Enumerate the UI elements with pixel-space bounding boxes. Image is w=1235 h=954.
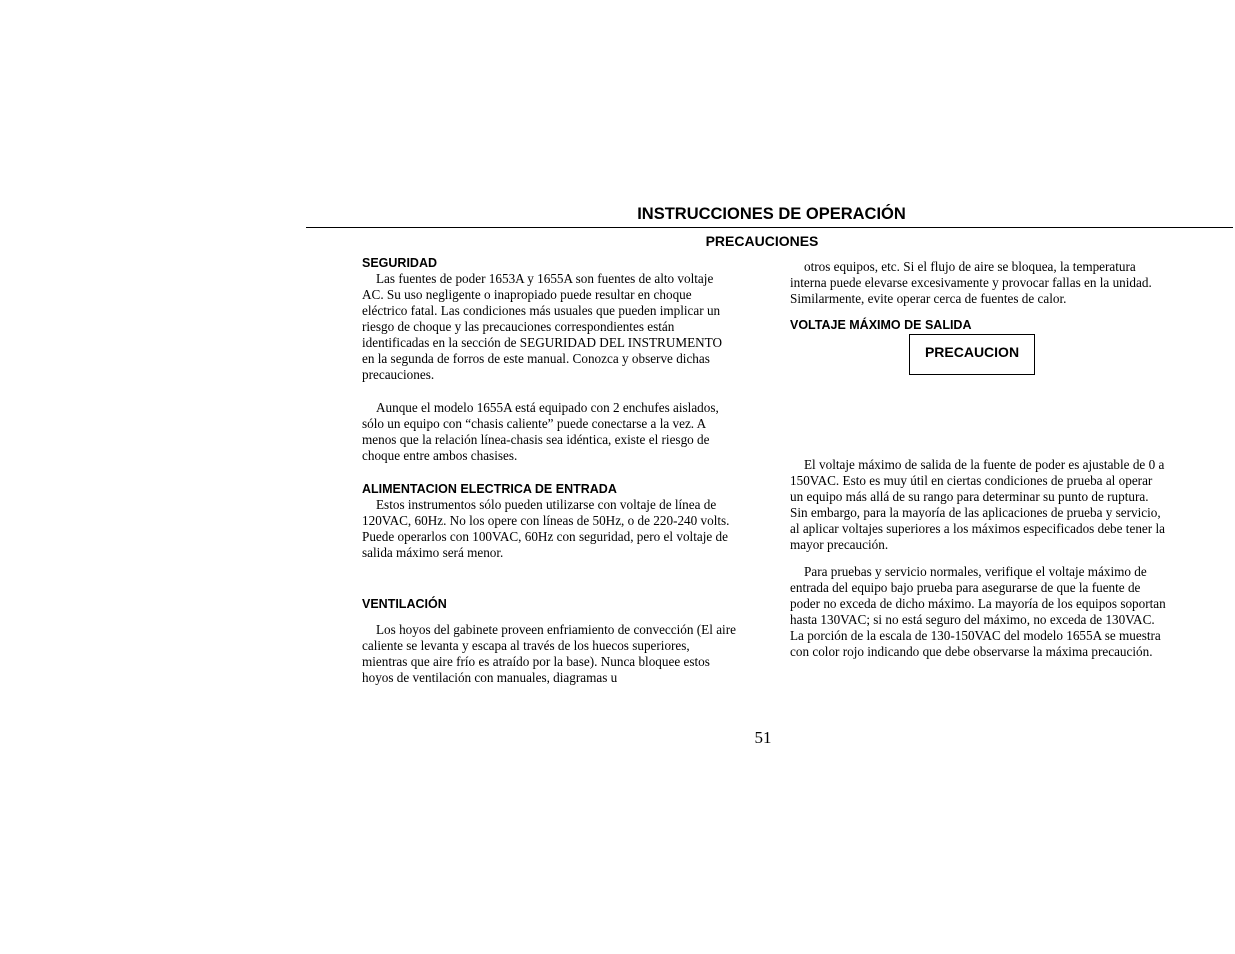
seguridad-paragraph: Las fuentes de poder 1653A y 1655A son fuentes de alto voltaje AC. Su uso negligente o inapropiado puede resultar en choque eléctrico fatal. Las condiciones más usuales que pueden implicar un riesgo de choque y las precauciones correspondientes están identificadas en la sección de SEGURIDAD DEL INSTRUMENTO en la segunda de forros de este manual. Conozca y observe dichas precauciones. [362, 271, 723, 382]
page-number: 51 [754, 728, 772, 747]
seguridad-paragraph-2: Aunque el modelo 1655A está equipado con 2 enchufes aislados, sólo un equipo con “chasis caliente” puede conectarse a la vez. A menos que la relación línea-chasis sea idéntica, existe el riesgo de choque entre ambos chasises. [362, 400, 719, 463]
ventilacion-paragraph: Los hoyos del gabinete proveen enfriamiento de convección (El aire caliente se levanta y escapa al través de los huecos superiores, mientras que aire frío es atraído por la base). Nunca bloquee estos hoyos de ventilación con manuales, diagramas u [362, 622, 736, 685]
page-title-text: INSTRUCCIONES DE OPERACIÓN [637, 205, 906, 223]
voltaje-maximo-paragraph-2: Para pruebas y servicio normales, verifique el voltaje máximo de entrada del equipo bajo prueba para asegurarse de que la fuente de poder no exceda de dicho máximo. La mayoría de los equipos soportan hasta 130VAC; si no está seguro del máximo, no exceda de 130VAC. La porción de la escala de 130-150VAC del modelo 1655A se muestra con color rojo indicando que debe observarse la máxima precaución. [790, 564, 1166, 659]
section-subtitle: PRECAUCIONES [705, 233, 819, 249]
caution-label: PRECAUCION [924, 344, 1020, 360]
caution-box [909, 334, 1035, 375]
voltaje-maximo-heading: VOLTAJE MÁXIMO DE SALIDA [790, 318, 972, 332]
title-divider [306, 227, 1233, 228]
ventilacion-continuation-paragraph: otros equipos, etc. Si el flujo de aire se bloquea, la temperatura interna puede elevarse excesivamente y provocar fallas en la unidad. Similarmente, evite operar cerca de fuentes de calor. [790, 259, 1152, 306]
seguridad-heading: SEGURIDAD [362, 256, 438, 270]
ventilacion-heading: VENTILACIÓN [362, 597, 447, 611]
alimentacion-heading: ALIMENTACION ELECTRICA DE ENTRADA [362, 482, 617, 496]
alimentacion-paragraph: Estos instrumentos sólo pueden utilizarse con voltaje de línea de 120VAC, 60Hz. No los opere con líneas de 50Hz, o de 220-240 volts. Puede operarlos con 100VAC, 60Hz con seguridad, pero el voltaje de salida máximo será menor. [362, 497, 730, 560]
page-title [306, 205, 1235, 224]
voltaje-maximo-paragraph-1: El voltaje máximo de salida de la fuente de poder es ajustable de 0 a 150VAC. Esto es muy útil en ciertas condiciones de prueba al operar un equipo más allá de su rango para determinar su punto de ruptura. Sin embargo, para la mayoría de las aplicaciones de prueba y servicio, al aplicar voltajes superiores a los máximos especificados debe tener la mayor precaución. [790, 457, 1165, 552]
